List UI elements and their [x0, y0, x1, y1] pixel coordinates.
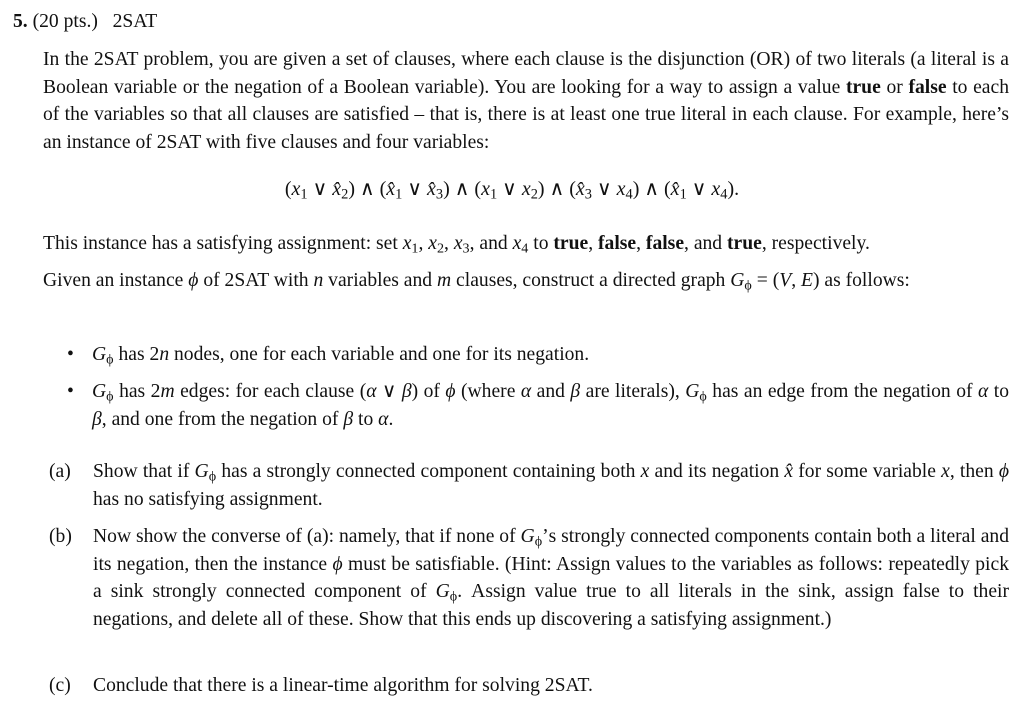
part-text — [93, 526, 1009, 630]
math-symbol: α — [520, 381, 532, 402]
bold-text: true — [845, 76, 881, 98]
math-symbol: G — [520, 526, 535, 547]
text-run: , and one from the negation of — [101, 408, 344, 430]
intro-paragraph — [43, 46, 1009, 156]
math-symbol: x — [711, 178, 721, 200]
text-run: and its negation — [649, 461, 785, 482]
math-symbol: x — [521, 178, 531, 200]
math-symbol: G — [92, 344, 107, 365]
text-run: ∨ — [497, 178, 522, 200]
text-run: to each of the variables so that all clauses are satisfied – that is, there is at least one true literal in each clause. For example, here’s an instance of 2SAT with five clauses and four variables: — [43, 76, 1009, 153]
text-run: Show that if — [93, 461, 195, 482]
math-subscript: 4 — [720, 186, 728, 203]
math-symbol: m — [160, 381, 175, 402]
text-run: Conclude that there is a linear-time algorithm for solving 2SAT. — [93, 675, 593, 696]
math-symbol: V — [779, 270, 792, 291]
text-run: for some variable — [793, 461, 942, 482]
math-subscript: 3 — [462, 240, 470, 257]
part-text — [93, 461, 1009, 510]
math-symbol: E — [801, 270, 813, 291]
problem-number: 5. — [13, 11, 28, 32]
math-symbol: ϕ — [332, 553, 343, 575]
math-symbol: β — [92, 408, 102, 430]
text-run: . — [388, 408, 394, 430]
math-subscript: 2 — [436, 240, 445, 257]
math-symbol: ϕ — [998, 461, 1009, 482]
text-run: , and — [684, 233, 728, 254]
math-symbol: x̂ — [575, 178, 585, 200]
math-subscript: ϕ — [106, 351, 114, 368]
math-subscript: 3 — [435, 186, 444, 203]
math-symbol: G — [685, 381, 700, 402]
text-run: to — [988, 381, 1010, 402]
text-run: . Assign value true to all literals in the sink, assign false to their negations, and delete all of these. Show that this ends up discovering a satisfying assignment.) — [93, 581, 1009, 630]
math-subscript: ϕ — [534, 533, 543, 550]
part-c — [49, 672, 1009, 700]
text-run: Given an instance — [43, 270, 189, 291]
text-run: ∨ — [307, 178, 333, 200]
bullet-item — [67, 378, 1010, 433]
bold-text: true — [553, 233, 589, 254]
math-subscript: ϕ — [699, 388, 707, 405]
text-run: In the 2SAT problem, you are given a set of clauses, where each clause is the disjunction (OR) of two literals (a literal is a Boolean variable or the negation of a Boolean variable). You are looking for a way to assign a value — [43, 49, 1009, 98]
instance-paragraph — [43, 230, 1009, 258]
bold-text: true — [727, 233, 762, 254]
math-symbol: n — [313, 270, 324, 291]
text-run: has no satisfying assignment. — [93, 488, 323, 510]
text-run: ∨ — [376, 381, 402, 402]
bullet-text — [92, 381, 1009, 430]
math-subscript: ϕ — [208, 468, 217, 485]
text-run: ) of — [411, 381, 446, 402]
math-subscript: 2 — [341, 186, 349, 203]
text-run: must be satisfiable. (Hint: Assign values to the variables as follows: repeatedly pick a sink strongly connected component of — [93, 553, 1009, 603]
bold-text: false — [645, 233, 685, 254]
text-run: has 2 — [113, 381, 161, 402]
math-symbol: β — [401, 381, 412, 402]
math-symbol: ϕ — [188, 270, 199, 291]
math-symbol: x — [640, 461, 650, 482]
math-subscript: 4 — [625, 186, 633, 203]
text-run: ’s strongly connected components contain both a literal and its negation, then the instance — [93, 526, 1010, 575]
bold-text: false — [598, 233, 637, 254]
given-paragraph — [43, 267, 1009, 295]
math-subscript: 3 — [584, 186, 592, 203]
text-run: ) ∧ ( — [348, 178, 387, 200]
text-run: and — [531, 381, 571, 402]
text-run: , — [588, 233, 599, 254]
text-run: , — [444, 233, 454, 254]
text-run: ) ∧ ( — [632, 178, 671, 200]
text-run: , and — [469, 233, 513, 254]
text-run: to — [353, 408, 379, 430]
part-b — [49, 523, 1010, 633]
bullet-item — [67, 341, 1009, 369]
math-symbol: x — [481, 178, 490, 200]
math-subscript: 1 — [300, 186, 308, 203]
math-symbol: x — [291, 178, 301, 200]
text-run: Now show the converse of (a): namely, that if none of — [93, 526, 521, 547]
math-symbol: G — [435, 581, 450, 603]
bullet-text — [92, 344, 590, 368]
math-symbol: β — [343, 408, 354, 430]
text-run: has 2 — [113, 344, 160, 365]
math-symbol: α — [978, 381, 989, 402]
math-subscript: ϕ — [449, 588, 458, 605]
text-run: , then — [949, 461, 999, 482]
math-symbol: x̂ — [784, 461, 794, 482]
text-run: , — [791, 270, 801, 291]
math-symbol: G — [92, 381, 107, 402]
math-subscript: 1 — [489, 186, 498, 203]
problem-header — [13, 8, 157, 36]
math-symbol: α — [378, 408, 389, 430]
math-subscript: 1 — [395, 186, 403, 203]
math-symbol: α — [366, 381, 377, 402]
math-subscript: 1 — [679, 186, 687, 203]
text-run: variables and — [323, 270, 437, 291]
math-symbol: β — [570, 381, 581, 402]
math-symbol: m — [437, 270, 452, 291]
text-run: to — [528, 233, 554, 254]
text-run: ∨ — [591, 178, 617, 200]
part-label: (c) — [49, 675, 71, 696]
math-subscript: 1 — [411, 240, 419, 257]
text-run: edges: for each clause ( — [174, 381, 367, 402]
bullet-icon: • — [67, 381, 74, 402]
bold-text: false — [908, 76, 947, 98]
part-label: (a) — [49, 461, 71, 482]
math-symbol: G — [730, 270, 745, 291]
text-run: , — [418, 233, 429, 254]
math-subscript: ϕ — [106, 388, 114, 405]
text-run: This instance has a satisfying assignment: set — [43, 233, 403, 254]
math-symbol: x — [453, 233, 463, 254]
math-symbol: x — [402, 233, 412, 254]
bullet-icon: • — [67, 344, 74, 365]
math-symbol: x̂ — [386, 178, 396, 200]
text-run: nodes, one for each variable and one for its negation. — [169, 344, 590, 365]
math-symbol: x̂ — [670, 178, 680, 200]
text-run: ∨ — [402, 178, 428, 200]
math-symbol: x — [941, 461, 950, 482]
text-run: ( — [284, 178, 292, 200]
math-subscript: ϕ — [744, 277, 752, 294]
math-symbol: x — [512, 233, 522, 254]
text-run: of 2SAT with — [198, 270, 314, 291]
text-run: has an edge from the negation of — [706, 381, 978, 402]
text-run: has a strongly connected component containing both — [216, 461, 641, 482]
math-symbol: x̂ — [332, 178, 342, 200]
math-symbol: ϕ — [445, 381, 456, 402]
math-symbol: G — [194, 461, 209, 482]
math-symbol: x̂ — [427, 178, 436, 200]
part-text — [93, 675, 593, 696]
text-run: = ( — [751, 270, 780, 291]
math-symbol: x — [616, 178, 626, 200]
problem-points: (20 pts.) — [32, 11, 98, 32]
text-run: (where — [455, 381, 521, 402]
part-label: (b) — [49, 526, 72, 547]
math-subscript: 4 — [521, 240, 529, 257]
math-symbol: n — [159, 344, 170, 365]
math-subscript: 2 — [530, 186, 538, 203]
text-run: , — [636, 233, 646, 254]
text-run: ) ∧ ( — [537, 178, 576, 200]
text-run: , respectively. — [761, 233, 870, 254]
text-run: or — [880, 76, 909, 98]
math-symbol: x — [428, 233, 437, 254]
text-run: ∨ — [686, 178, 712, 200]
text-run: ). — [727, 178, 740, 200]
text-run: ) ∧ ( — [443, 178, 482, 200]
example-formula — [0, 176, 1024, 204]
text-run: are literals), — [580, 381, 686, 402]
text-run: clauses, construct a directed graph — [451, 270, 731, 291]
problem-name: 2SAT — [112, 11, 158, 32]
part-a — [49, 458, 1009, 513]
text-run: ) as follows: — [812, 270, 910, 291]
